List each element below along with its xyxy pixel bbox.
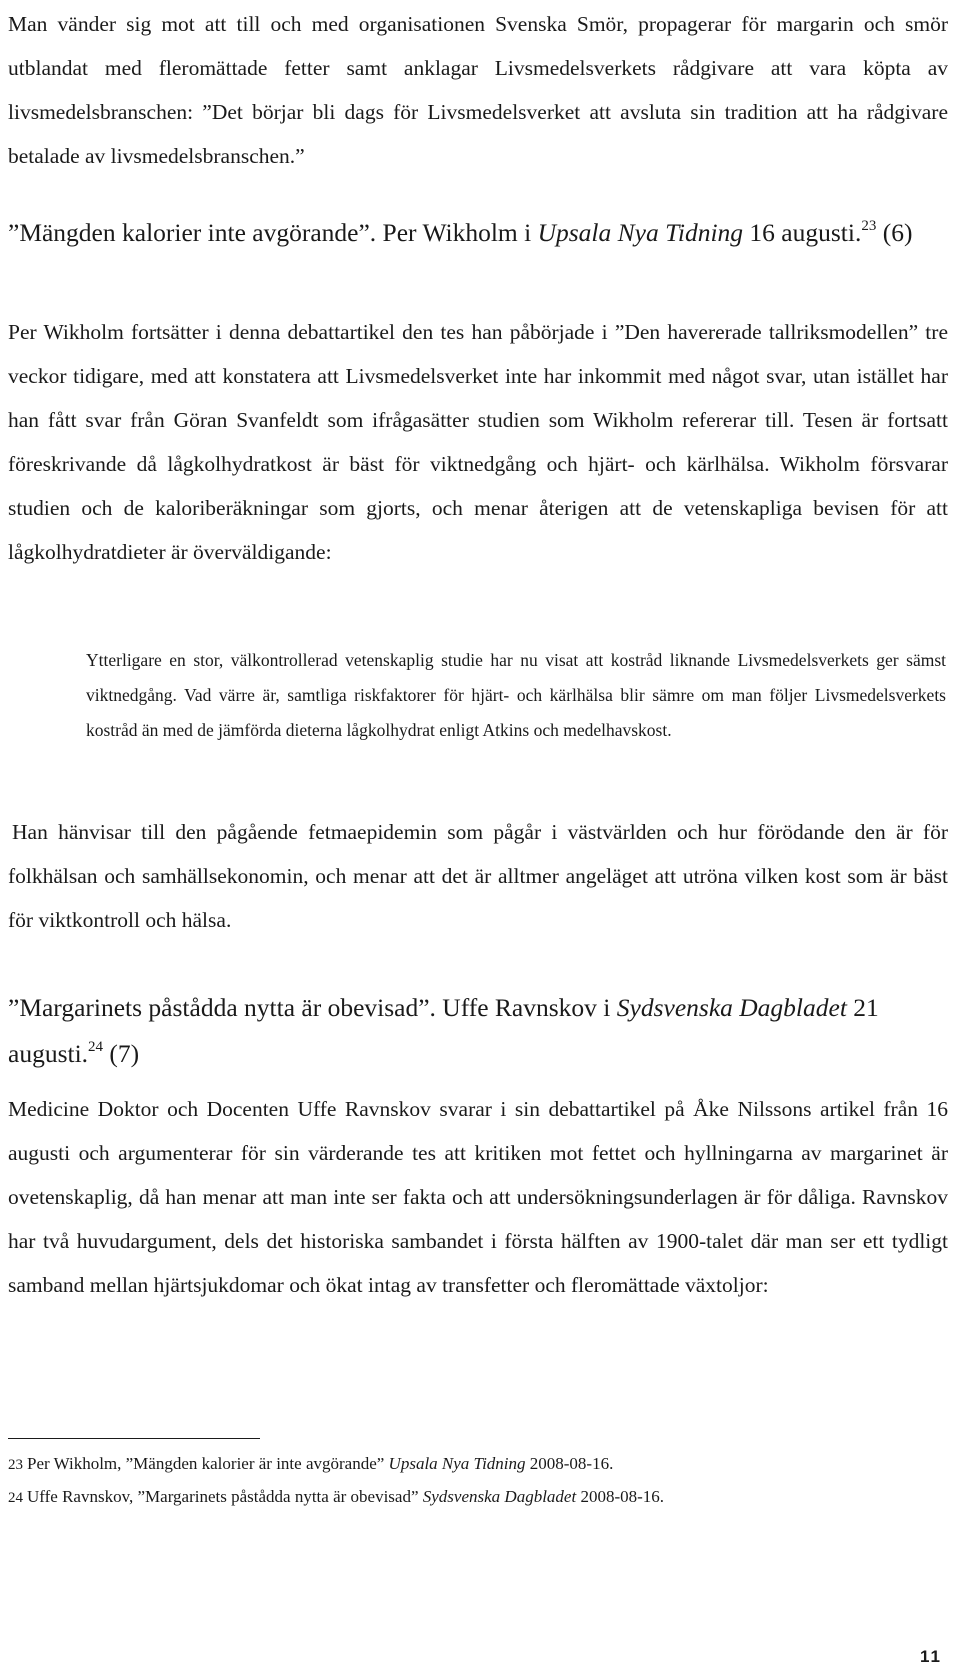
footnote-divider xyxy=(8,1438,260,1439)
footnote-source: Sydsvenska Dagbladet xyxy=(422,1487,577,1506)
footnote-text: Uffe Ravnskov, ”Margarinets påstådda nytta är obevisad” xyxy=(27,1487,423,1506)
heading-source: Sydsvenska Dagbladet xyxy=(616,993,847,1022)
heading-date: 21 augusti. xyxy=(8,993,879,1068)
heading-date: 16 augusti. xyxy=(743,218,862,247)
heading-number: (6) xyxy=(876,218,913,247)
section-heading-ravnskov xyxy=(8,985,948,1077)
heading-source: Upsala Nya Tidning xyxy=(537,218,744,247)
footnote-number: 24 xyxy=(8,1490,23,1506)
paragraph-intro: Man vänder sig mot att till och med organisationen Svenska Smör, propagerar för margarin och smör utblandat med fleromättade fetter samt anklagar Livsmedelsverkets rådgivare att vara köpta av livsmedelsbranschen: ”Det börjar bli dags för Livsmedelsverket att avsluta sin tradition att ha rådgivare betalade av livsmedelsbranschen.” xyxy=(8,12,948,168)
footnote-reference[interactable]: 23 xyxy=(861,218,877,234)
section-heading-wikholm xyxy=(8,210,948,256)
heading-title: ”Margarinets påstådda nytta är obevisad”. Uffe Ravnskov i xyxy=(8,993,617,1022)
page-number: 11 xyxy=(920,1647,942,1666)
footnote-number: 23 xyxy=(8,1457,23,1473)
paragraph-wikholm: Per Wikholm fortsätter i denna debattartikel den tes han påbörjade i ”Den havererade tallriksmodellen” tre veckor tidigare, med att konstatera att Livsmedelsverket inte har inkommit med något svar, utan istället har han fått svar från Göran Svanfeldt som ifrågasätter studien som Wikholm refererar till. Tesen är fortsatt föreskrivande då lågkolhydratkost är bäst för viktnedgång och hjärt- och kärlhälsa. Wikholm försvarar studien och de kaloriberäkningar som gjorts, och menar återigen att de vetenskapliga bevisen för att lågkolhydratdieter är överväldigande: xyxy=(8,320,948,564)
footnote-text: Per Wikholm, ”Mängden kalorier är inte avgörande” xyxy=(27,1454,389,1473)
footnote-24 xyxy=(8,1485,948,1510)
footnote-reference[interactable]: 24 xyxy=(88,1039,104,1055)
paragraph-epidemic: Han hänvisar till den pågående fetmaepidemin som pågår i västvärlden och hur förödande den är för folkhälsan och samhällsekonomin, och menar att det är alltmer angeläget att utröna vilken kost som är bäst för viktkontroll och hälsa. xyxy=(8,820,948,932)
heading-title: ”Mängden kalorier inte avgörande”. Per Wikholm i xyxy=(8,218,538,247)
footnote-23 xyxy=(8,1452,948,1477)
paragraph-ravnskov: Medicine Doktor och Docenten Uffe Ravnskov svarar i sin debattartikel på Åke Nilssons artikel från 16 augusti och argumenterar för sin värderande tes att kritiken mot fettet och hyllningarna av margarinet är ovetenskaplig, då han menar att man inte ser fakta och att undersökningsunderlagen är för dåliga. Ravnskov har två huvudargument, dels det historiska sambandet i första hälften av 1900-talet där man ser ett tydligt samband mellan hjärtsjukdomar och ökat intag av transfetter och fleromättade växtoljor: xyxy=(8,1097,948,1297)
footnote-date: 2008-08-16. xyxy=(576,1487,665,1506)
footnote-date: 2008-08-16. xyxy=(525,1454,614,1473)
heading-number: (7) xyxy=(103,1039,140,1068)
block-quote: Ytterligare en stor, välkontrollerad vetenskaplig studie har nu visat att kostråd liknande Livsmedelsverkets ger sämst viktnedgång. Vad värre är, samtliga riskfaktorer för hjärt- och kärlhälsa blir sämre om man följer Livsmedelsverkets kostråd än med de jämförda dieterna lågkolhydrat enligt Atkins och medelhavskost. xyxy=(86,650,946,740)
footnote-source: Upsala Nya Tidning xyxy=(388,1454,526,1473)
